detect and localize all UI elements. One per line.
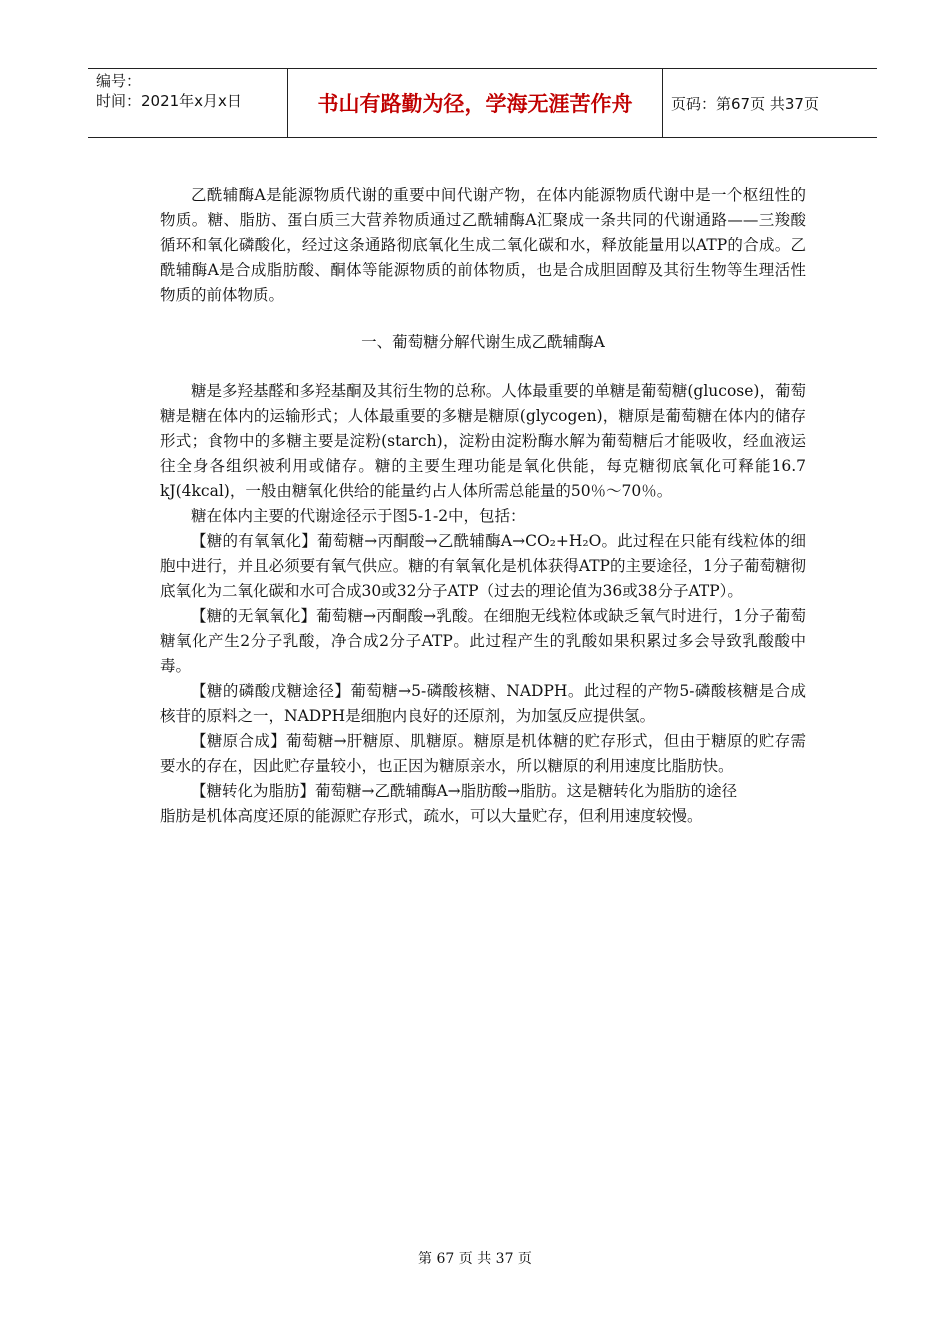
body-paragraph: 【糖转化为脂肪】葡萄糖→乙酰辅酶A→脂肪酸→脂肪。这是糖转化为脂肪的途径 [191,782,738,800]
body-paragraph: 糖是多羟基醛和多羟基酮及其衍生物的总称。人体最重要的单糖是葡萄糖(glucose)，葡萄糖是糖在体内的运输形式；人体最重要的多糖是糖原(glycogen)，糖原是葡萄糖在体内的储存形式；食物中的多糖主要是淀粉(starch)，淀粉由淀粉酶水解为葡萄糖后才能吸收，经血液运往全身各组织被利用或储存。糖的主要生理功能是氧化供能，每克糖彻底氧化可释能16.7 kJ(4kcal)，一般由糖氧化供给的能量约占人体所需总能量的50％～70％。 [160,382,806,500]
time-label: 时间：2021年x月x日 [96,92,242,110]
number-label: 编号： [96,72,142,90]
body-paragraph: 【糖的磷酸戊糖途径】葡萄糖→5-磷酸核糖、NADPH。此过程的产物5-磷酸核糖是合成核苷的原料之一，NADPH是细胞内良好的还原剂，为加氢反应提供氢。 [160,682,806,725]
body-paragraph: 糖在体内主要的代谢途径示于图5-1-2中，包括： [191,507,526,525]
intro-paragraph: 乙酰辅酶A是能源物质代谢的重要中间代谢产物，在体内能源物质代谢中是一个枢纽性的物质。糖、脂肪、蛋白质三大营养物质通过乙酰辅酶A汇聚成一条共同的代谢通路——三羧酸循环和氧化磷酸化，经过这条通路彻底氧化生成二氧化碳和水，释放能量用以ATP的合成。乙酰辅酶A是合成脂肪酸、酮体等能源物质的前体物质，也是合成胆固醇及其衍生物等生理活性物质的前体物质。 [160,186,806,304]
page-header [88,68,877,138]
document-body [160,183,806,829]
page-footer: 第 67 页 共 37 页 [418,1251,532,1267]
body-paragraph: 【糖原合成】葡萄糖→肝糖原、肌糖原。糖原是机体糖的贮存形式，但由于糖原的贮存需要水的存在，因此贮存量较小，也正因为糖原亲水，所以糖原的利用速度比脂肪快。 [160,732,806,775]
body-paragraph: 【糖的有氧氧化】葡萄糖→丙酮酸→乙酰辅酶A→CO₂+H₂O。此过程在只能有线粒体的细胞中进行，并且必须要有氧气供应。糖的有氧氧化是机体获得ATP的主要途径，1分子葡萄糖彻底氧化为二氧化碳和水可合成30或32分子ATP（过去的理论值为36或38分子ATP）。 [160,532,806,600]
header-motto: 书山有路勤为径，学海无涯苦作舟 [288,69,663,137]
section-title: 一、葡萄糖分解代谢生成乙酰辅酶A [361,333,605,351]
body-last-line: 脂肪是机体高度还原的能源贮存形式，疏水，可以大量贮存，但利用速度较慢。 [160,807,703,825]
header-page-info: 页码：第67页 共37页 [671,94,819,113]
header-meta [88,69,288,137]
body-paragraph: 【糖的无氧氧化】葡萄糖→丙酮酸→乳酸。在细胞无线粒体或缺乏氧气时进行，1分子葡萄糖氧化产生2分子乳酸，净合成2分子ATP。此过程产生的乳酸如果积累过多会导致乳酸酸中毒。 [160,607,806,675]
